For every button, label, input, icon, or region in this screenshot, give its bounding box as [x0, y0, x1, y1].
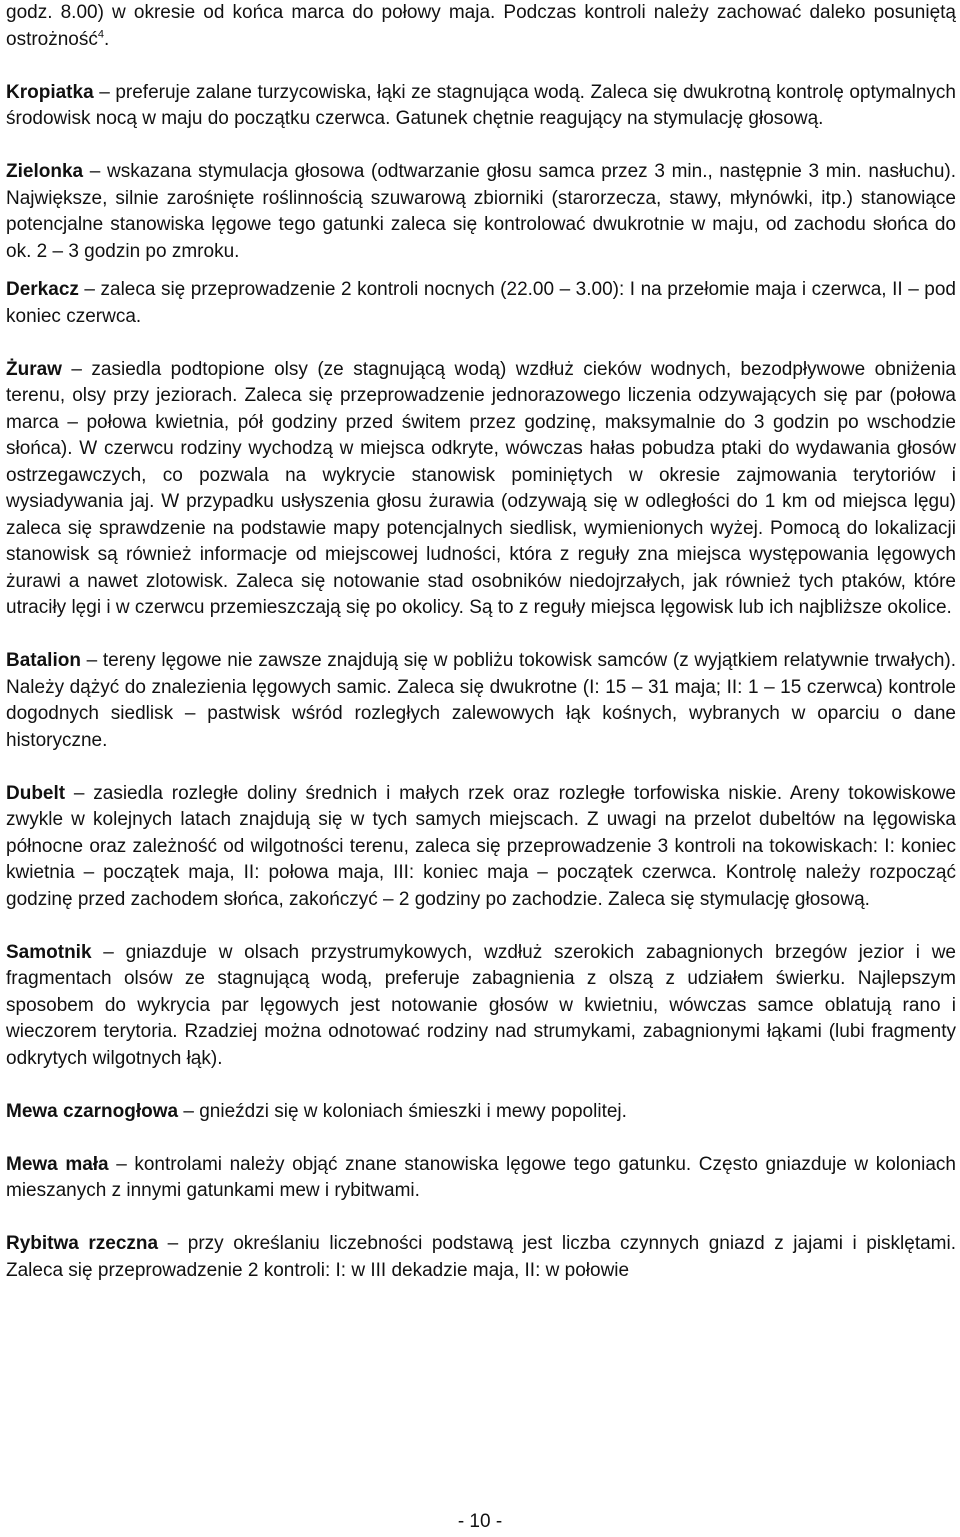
species-paragraph-zuraw — [6, 357, 956, 622]
species-name: Dubelt — [6, 782, 66, 804]
species-description: – zasiedla podtopione olsy (ze stagnującą wodą) wzdłuż cieków wodnych, bezodpływowe obniżenia terenu, olsy przy jeziorach. Zaleca się przeprowadzenie jednorazowego liczenia odzywających się par (połowa marca – połowa kwietnia, pół godziny przed świtem przez godzinę, maksymalnie do 3 godzin po wschodzie słońca). W czerwcu rodziny wychodzą w miejsca odkryte, wówczas hałas pobudza ptaki do wydawania głosów ostrzegawczych, co pozwala na wykrycie stanowisk pominiętych w okresie zajmowania terytoriów i wysiadywania jaj. W przypadku usłyszenia głosu żurawia (odzywają się w odległości do 1 km od miejsca lęgu) zaleca się sprawdzenie na podstawie mapy potencjalnych siedlisk, wymienionych wyżej. Pomocą do lokalizacji stanowisk są również informacje od miejscowej ludności, która z reguły zna miejsca występowania lęgowych żurawi a nawet zlotowisk. Zaleca się notowanie stad osobników niedojrzałych, jak również tych ptaków, które utraciły lęgi i w czerwcu przemieszczają się po okolicy. Są to z reguły miejsca lęgowisk lub ich najbliższe okolice. — [6, 358, 956, 618]
species-description: – przy określaniu liczebności podstawą jest liczba czynnych gniazd z jajami i pisklętami. Zaleca się przeprowadzenie 2 kontroli: I: w III dekadzie maja, II: w połowie — [6, 1233, 957, 1281]
document-page — [6, 0, 956, 1311]
intro-text: godz. 8.00) w okresie od końca marca do połowy maja. Podczas kontroli należy zachować daleko posuniętą ostrożność — [6, 2, 956, 50]
species-paragraph-mewa-mala — [6, 1152, 956, 1205]
species-paragraph-samotnik — [6, 940, 956, 1073]
page-number: - 10 - — [457, 1511, 503, 1532]
species-description: – kontrolami należy objąć znane stanowiska lęgowe tego gatunku. Często gniazduje w koloniach mieszanych z innymi gatunkami mew i rybitwami. — [6, 1153, 956, 1201]
species-description: – gnieździ się w koloniach śmieszki i mewy popolitej. — [178, 1100, 627, 1122]
species-paragraph-batalion — [6, 648, 956, 754]
species-description: – zaleca się przeprowadzenie 2 kontroli nocnych (22.00 – 3.00): I na przełomie maja i czerwca, II – pod koniec czerwca. — [6, 279, 956, 327]
species-name: Batalion — [6, 650, 81, 671]
species-name: Samotnik — [6, 941, 92, 963]
species-paragraph-kropiatka — [6, 80, 956, 133]
species-description: – gniazduje w olsach przystrumykowych, wzdłuż szerokich zabagnionych brzegów jezior i we fragmentach olsów ze stagnującą wodą, preferuje zabagnienia z olszą z udziałem świerku. Najlepszym sposobem do wykrycia par lęgowych jest notowanie głosów w kwietniu, wówczas samce oblatują rano i wieczorem terytoria. Rzadziej można odnotować rodziny nad strumykami, zabagnionymi łąkami (lubi fragmenty odkrytych wilgotnych łąk). — [6, 941, 956, 1069]
species-description: – wskazana stymulacja głosowa (odtwarzanie głosu samca przez 3 min., następnie 3 min. nasłuchu). Największe, silnie zarośnięte roślinnością szuwarową zbiorniki (starorzecza, stawy, młynówki, itp.) stanowiące potencjalne stanowiska lęgowe tego gatunki zaleca się kontrolować dwukrotnie w maju, od zachodu słońca do ok. 2 – 3 godzin po zmroku. — [6, 161, 956, 262]
species-description: – tereny lęgowe nie zawsze znajdują się w pobliżu tokowisk samców (z wyjątkiem relatywnie trwałych). Należy dążyć do znalezienia lęgowych samic. Zaleca się dwukrotne (I: 15 – 31 maja; II: 1 – 15 czerwca) kontrole dogodnych siedlisk – pastwisk wśród rozległych zalewowych łąk kośnych, wybranych w oparciu o dane historyczne. — [6, 650, 956, 751]
intro-tail: . — [104, 28, 110, 50]
species-paragraph-rybitwa-rzeczna — [6, 1231, 956, 1284]
species-paragraph-derkacz — [6, 277, 956, 330]
species-name: Derkacz — [6, 279, 79, 300]
species-paragraph-zielonka — [6, 159, 956, 265]
species-description: – zasiedla rozległe doliny średnich i małych rzek oraz rozległe torfowiska niskie. Areny tokowiskowe zwykle w kolejnych latach znajdują się w tych samych miejscach. Z uwagi na przelot dubeltów na lęgowiska północne oraz zależność od wilgotności terenu, zaleca się przeprowadzenie 3 kontroli na tokowiskach: I: koniec kwietnia – początek maja, II: połowa maja, III: koniec maja – początek czerwca. Kontrolę należy rozpocząć godzinę przed zachodem słońca, zakończyć – 2 godziny po zachodzie. Zaleca się stymulację głosową. — [6, 782, 956, 910]
species-name: Kropiatka — [6, 81, 94, 103]
species-name: Zielonka — [6, 161, 84, 182]
species-name: Rybitwa rzeczna — [6, 1233, 159, 1254]
intro-paragraph — [6, 0, 956, 53]
species-name: Żuraw — [6, 358, 62, 380]
species-description: – preferuje zalane turzycowiska, łąki ze stagnująca wodą. Zaleca się dwukrotną kontrolę optymalnych środowisk nocą w maju do początku czerwca. Gatunek chętnie reagujący na stymulację głosową. — [6, 81, 956, 129]
footnote-marker: 4 — [97, 28, 104, 41]
species-name: Mewa czarnogłowa — [6, 1100, 179, 1122]
species-paragraph-mewa-czarnoglowa — [6, 1099, 956, 1126]
species-name: Mewa mała — [6, 1153, 109, 1175]
species-paragraph-dubelt — [6, 781, 956, 914]
